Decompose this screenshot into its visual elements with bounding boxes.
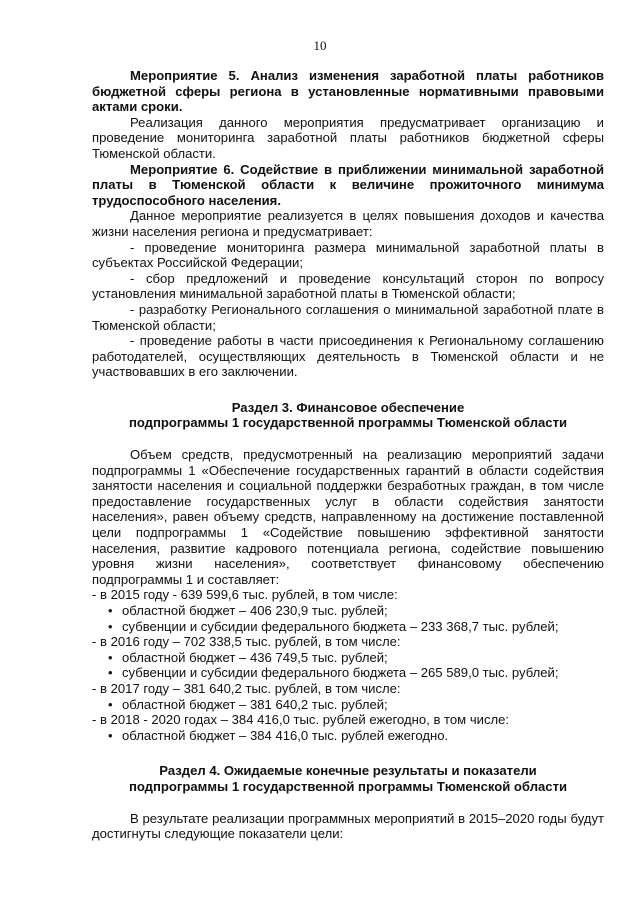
document-body — [92, 68, 604, 842]
bullet-icon: • — [108, 618, 113, 634]
list-item — [92, 603, 604, 619]
year-line: - в 2015 году - 639 599,6 тыс. рублей, в том числе: — [92, 587, 398, 603]
section3-text: Объем средств, предусмотренный на реализацию мероприятий задачи подпрограммы 1 «Обеспечение государственных гарантий в области содействия занятости населения и социальной поддержки безработных граждан, в том числе предоставление государственных услуг в области содействия занятости населения», равен объему средств, направленному на достижение поставленной цели подпрограммы 1 «Содействие повышению эффективной занятости населения, развитие кадрового потенциала региона, содействие повышению уровня жизни населения», соответствует финансовому обеспечению подпрограммы 1 и составляет: — [92, 447, 604, 587]
bullet-icon: • — [108, 727, 113, 743]
list-item-text: областной бюджет – 436 749,5 тыс. рублей; — [122, 649, 388, 665]
list-item — [92, 650, 604, 666]
list-item-text: субвенции и субсидии федерального бюджета – 233 368,7 тыс. рублей; — [122, 618, 559, 634]
bullet-list — [92, 650, 604, 681]
event6-title: Мероприятие 6. Содействие в приближении минимальной заработной платы в Тюменской области к величине прожиточного минимума трудоспособного населения. — [92, 161, 604, 208]
bullet-icon: • — [108, 696, 113, 712]
bullet-icon: • — [108, 649, 113, 665]
list-item — [92, 697, 604, 713]
list-item — [92, 665, 604, 681]
list-item-text: областной бюджет – 381 640,2 тыс. рублей; — [122, 696, 388, 712]
list-item — [92, 728, 604, 744]
year-line: - в 2016 году – 702 338,5 тыс. рублей, в том числе: — [92, 634, 401, 650]
year-line: - в 2017 году – 381 640,2 тыс. рублей, в том числе: — [92, 680, 401, 696]
event6-item: - проведение мониторинга размера минимальной заработной платы в субъектах Российской Федерации; — [92, 239, 604, 271]
page-number: 10 — [313, 38, 327, 53]
bullet-icon: • — [108, 665, 113, 681]
event6-item: - разработку Регионального соглашения о минимальной заработной плате в Тюменской области; — [92, 301, 604, 333]
year-line: - в 2018 - 2020 годах – 384 416,0 тыс. рублей ежегодно, в том числе: — [92, 712, 510, 728]
section3-heading: Раздел 3. Финансовое обеспечение — [231, 399, 465, 415]
event5-text: Реализация данного мероприятия предусматривает организацию и проведение мониторинга заработной платы работников бюджетной сферы Тюменской области. — [92, 114, 604, 161]
list-item-text: областной бюджет – 384 416,0 тыс. рублей ежегодно. — [122, 727, 449, 743]
section4-text: В результате реализации программных мероприятий в 2015–2020 годы будут достигнуты следующие показатели цели: — [92, 810, 604, 842]
bullet-icon: • — [108, 603, 113, 618]
section4-heading: Раздел 4. Ожидаемые конечные результаты и показатели — [159, 763, 537, 779]
event6-item: - проведение работы в части присоединения к Региональному соглашению работодателей, осуществляющих деятельность в Тюменской области и не участвовавших в его заключении. — [92, 333, 604, 380]
event6-item: - сбор предложений и проведение консультаций сторон по вопросу установления минимальной заработной платы в Тюменской области; — [92, 270, 604, 302]
section3-heading-sub: подпрограммы 1 государственной программы Тюменской области — [128, 415, 568, 431]
bullet-list — [92, 728, 604, 744]
section4-heading-sub: подпрограммы 1 государственной программы Тюменской области — [128, 778, 568, 794]
list-item-text: областной бюджет – 406 230,9 тыс. рублей; — [122, 603, 388, 618]
bullet-list — [92, 697, 604, 713]
list-item — [92, 619, 604, 635]
event6-intro: Данное мероприятие реализуется в целях повышения доходов и качества жизни населения региона и предусматривает: — [92, 208, 604, 239]
event5-title: Мероприятие 5. Анализ изменения заработной платы работников бюджетной сферы региона в установленные нормативными правовыми актами сроки. — [92, 68, 604, 115]
bullet-list — [92, 603, 604, 634]
list-item-text: субвенции и субсидии федерального бюджета – 265 589,0 тыс. рублей; — [122, 665, 559, 681]
